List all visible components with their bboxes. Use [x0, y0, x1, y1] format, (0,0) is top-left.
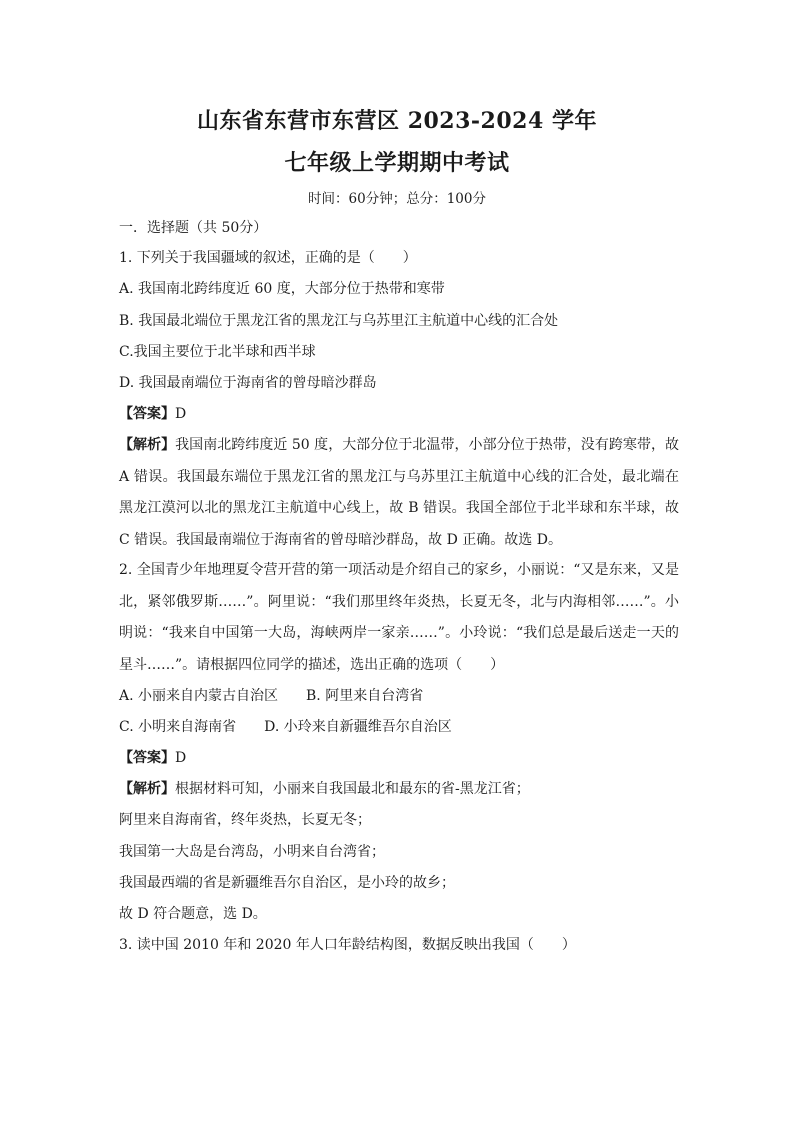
- answer-value: D: [175, 750, 187, 766]
- q2-options-cd: C. 小明来自海南省 D. 小玲来自新疆维吾尔自治区: [119, 719, 452, 735]
- q1-stem: 1. 下列关于我国疆域的叙述，正确的是（ ）: [119, 250, 417, 266]
- q1-option-a: A. 我国南北跨纬度近 60 度，大部分位于热带和寒带: [119, 281, 445, 297]
- answer-label: 【答案】: [119, 750, 175, 766]
- answer-label: 【答案】: [119, 406, 175, 422]
- q3-stem: 3. 读中国 2010 年和 2020 年人口年龄结构图，数据反映出我国（ ）: [119, 937, 576, 953]
- exam-title-line1: 山东省东营市东营区 2023-2024 学年: [197, 108, 597, 134]
- q2-analysis-line2: 阿里来自海南省，终年炎热，长夏无冬；: [119, 812, 371, 828]
- analysis-label: 【解析】: [119, 437, 176, 453]
- q2-stem: 2. 全国青少年地理夏令营开营的第一项活动是介绍自己的家乡，小丽说：“又是东来，又是北，紧邻俄罗斯……”。阿里说：“我们那里终年炎热，长夏无冬，北与内海相邻……”。小明说：“我来自中国第一大岛，海峡两岸一家亲……”。小玲说：“我们总是最后送走一天的星斗……”。请根据四位同学的描述，选出正确的选项（ ）: [119, 562, 679, 673]
- q1-option-c: C.我国主要位于北半球和西半球: [119, 344, 316, 360]
- q1-answer: [119, 404, 186, 424]
- exam-title-line2: 七年级上学期期中考试: [284, 150, 510, 176]
- analysis-label: 【解析】: [119, 781, 175, 797]
- analysis-text: 根据材料可知，小丽来自我国最北和最东的省-黑龙江省；: [175, 781, 530, 797]
- section-heading: 一．选择题（共 50分）: [119, 220, 268, 236]
- q1-option-b: B. 我国最北端位于黑龙江省的黑龙江与乌苏里江主航道中心线的汇合处: [119, 313, 559, 329]
- q2-analysis-line4: 我国最西端的省是新疆维吾尔自治区，是小玲的故乡；: [119, 875, 455, 891]
- q1-option-d: D. 我国最南端位于海南省的曾母暗沙群岛: [119, 375, 377, 391]
- analysis-text: 我国南北跨纬度近 50 度，大部分位于北温带，小部分位于热带，没有跨寒带，故 A 错误。我国最东端位于黑龙江省的黑龙江与乌苏里江主航道中心线的汇合处，最北端在黑龙江漠河以北的黑龙江主航道中心线上，故 B 错误。我国全部位于北半球和东半球，故 C 错误。我国最南端位于海南省的曾母暗沙群岛，故 D 正确。故选 D。: [119, 437, 680, 548]
- q2-analysis-line1: [119, 779, 530, 799]
- q2-analysis-line5: 故 D 符合题意，选 D。: [119, 906, 267, 922]
- answer-value: D: [175, 406, 187, 422]
- q1-analysis: [119, 430, 679, 556]
- q2-options-ab: A. 小丽来自内蒙古自治区 B. 阿里来自台湾省: [119, 688, 424, 704]
- exam-meta: 时间：60分钟；总分：100分: [308, 191, 486, 207]
- q2-answer: [119, 748, 186, 768]
- q2-analysis-line3: 我国第一大岛是台湾岛，小明来自台湾省；: [119, 844, 385, 860]
